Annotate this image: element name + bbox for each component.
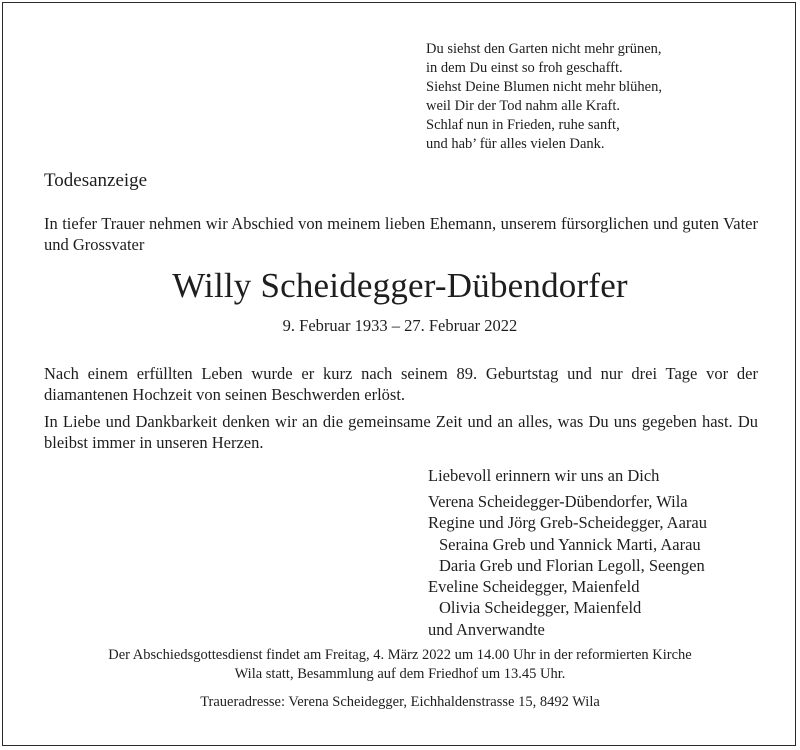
poem-line: Schlaf nun in Frieden, ruhe sanft, <box>426 117 620 133</box>
family-member: Regine und Jörg Greb-Scheidegger, Aarau <box>428 513 707 533</box>
poem-line: weil Dir der Tod nahm alle Kraft. <box>426 98 621 114</box>
service-line: Wila statt, Besammlung auf dem Friedhof um 13.45 Uhr. <box>234 666 566 682</box>
family-list <box>428 491 707 640</box>
life-dates: 9. Februar 1933 – 27. Februar 2022 <box>282 316 518 335</box>
service-info <box>0 646 800 684</box>
family-member: Olivia Scheidegger, Maienfeld <box>439 598 642 618</box>
family-member: und Anverwandte <box>428 619 545 639</box>
family-member: Verena Scheidegger-Dübendorfer, Wila <box>428 492 688 511</box>
service-line: Der Abschiedsgottesdienst findet am Freitag, 4. März 2022 um 14.00 Uhr in der reformierten Kirche <box>108 647 692 663</box>
poem-line: und hab’ für alles vielen Dank. <box>426 136 605 152</box>
poem <box>426 40 776 154</box>
mourning-address: Traueradresse: Verena Scheidegger, Eichhaldenstrasse 15, 8492 Wila <box>200 694 600 710</box>
deceased-name: Willy Scheidegger-Dübendorfer <box>172 266 628 305</box>
notice-heading: Todesanzeige <box>44 170 148 191</box>
poem-line: Siehst Deine Blumen nicht mehr blühen, <box>426 79 662 95</box>
paragraph-gratitude: In Liebe und Dankbarkeit denken wir an die gemeinsame Zeit und an alles, was Du uns gegeben hast. Du bleibst immer in unseren Herzen. <box>44 412 758 452</box>
signoff: Liebevoll erinnern wir uns an Dich <box>428 466 660 485</box>
paragraph-life: Nach einem erfüllten Leben wurde er kurz nach seinem 89. Geburtstag und nur drei Tage vor der diamantenen Hochzeit von seinen Beschwerden erlöst. <box>44 364 758 404</box>
family-member: Daria Greb und Florian Legoll, Seengen <box>439 555 705 575</box>
intro-text: In tiefer Trauer nehmen wir Abschied von meinem lieben Ehemann, unserem fürsorglichen und guten Vater und Grossvater <box>44 214 758 254</box>
poem-line: Du siehst den Garten nicht mehr grünen, <box>426 41 662 57</box>
family-member: Seraina Greb und Yannick Marti, Aarau <box>439 534 701 554</box>
family-member: Eveline Scheidegger, Maienfeld <box>428 577 640 597</box>
poem-line: in dem Du einst so froh geschafft. <box>426 60 623 76</box>
